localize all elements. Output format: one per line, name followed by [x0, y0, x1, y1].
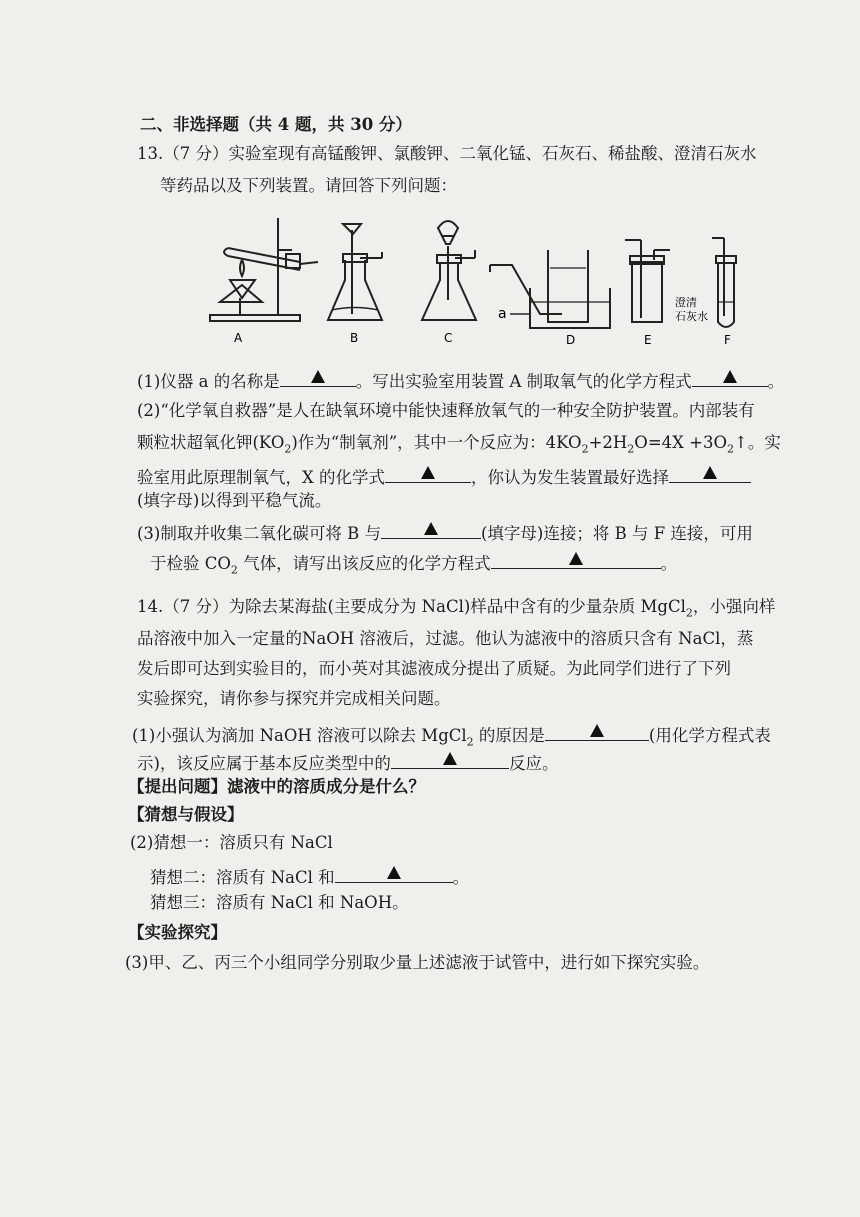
- triangle-icon: [443, 752, 457, 765]
- label-d-apparatus: D: [566, 333, 576, 347]
- q14-stem-line4: 实验探究，请你参与探究并完成相关问题。: [137, 689, 451, 708]
- q13-part3-line1: (3)制取并收集二氧化碳可将 B 与 (填字母)连接；将 B 与 F 连接，可用: [137, 518, 753, 545]
- triangle-icon: [703, 466, 717, 479]
- triangle-icon: [590, 724, 604, 737]
- label-b-apparatus: B: [350, 331, 359, 345]
- answer-blank[interactable]: [280, 366, 356, 387]
- apparatus-d-water-trough: [490, 250, 610, 328]
- guess-1: (2)猜想一：溶质只有 NaCl: [130, 833, 333, 852]
- triangle-icon: [387, 866, 401, 879]
- q13-stem-line1: 13.（7 分）实验室现有高锰酸钾、氯酸钾、二氧化锰、石灰石、稀盐酸、澄清石灰水: [137, 144, 757, 163]
- label-e-apparatus: E: [644, 333, 652, 347]
- answer-blank[interactable]: [391, 748, 509, 769]
- apparatus-e-gas-bottle: [625, 240, 670, 322]
- answer-blank[interactable]: [669, 462, 751, 483]
- triangle-icon: [421, 466, 435, 479]
- apparatus-f-limewater-tube: [712, 238, 736, 327]
- hypothesis-heading: 【猜想与假设】: [128, 805, 244, 824]
- apparatus-a-heating-test-tube: [210, 218, 318, 321]
- q14-part3: (3)甲、乙、丙三个小组同学分别取少量上述滤液于试管中，进行如下探究实验。: [125, 953, 710, 972]
- answer-blank[interactable]: [381, 518, 481, 539]
- label-c-apparatus: C: [444, 331, 453, 345]
- triangle-icon: [723, 370, 737, 383]
- answer-blank[interactable]: [335, 862, 453, 883]
- q13-part2-line1: (2)“化学氧自救器”是人在缺氧环境中能快速释放氧气的一种安全防护装置。内部装有: [137, 401, 755, 420]
- apparatus-c-flask-separatory-funnel: [422, 221, 476, 320]
- answer-blank[interactable]: [545, 720, 649, 741]
- triangle-icon: [569, 552, 583, 565]
- answer-blank[interactable]: [692, 366, 768, 387]
- q14-stem-line3: 发后即可达到实验目的，而小英对其滤液成分提出了质疑。为此同学们进行了下列: [137, 659, 731, 678]
- q13-part2-line2: 颗粒状超氧化钾$(KO_2)$作为“制氧剂”，其中一个反应为：$4KO_2+2H_2O=4X$ $+3O_2↑$。实: [137, 433, 781, 456]
- q14-part1-line2: 示)，该反应属于基本反应类型中的 反应。: [137, 748, 558, 775]
- section-title: 二、非选择题（共 4 题，共 30 分）: [140, 115, 412, 134]
- label-f-apparatus: F: [724, 333, 731, 347]
- guess-3: 猜想三：溶质有 NaCl 和 NaOH。: [150, 893, 409, 912]
- q13-part1: (1)仪器 a 的名称是 。写出实验室用装置 A 制取氧气的化学方程式 。: [137, 366, 784, 393]
- label-instrument-a: a: [498, 306, 507, 322]
- q13-part3-line2: 于检验 $CO_2$ 气体，请写出该反应的化学方程式 。: [150, 548, 677, 575]
- question-heading: 【提出问题】滤液中的溶质成分是什么？: [128, 777, 425, 796]
- experiment-heading: 【实验探究】: [128, 923, 227, 942]
- triangle-icon: [424, 522, 438, 535]
- answer-blank[interactable]: [385, 462, 471, 483]
- label-a-apparatus: A: [234, 331, 243, 345]
- triangle-icon: [311, 370, 325, 383]
- q13-part2-line3: 验室用此原理制氧气，X 的化学式 ，你认为发生装置最好选择: [137, 462, 751, 489]
- answer-blank[interactable]: [491, 548, 661, 569]
- guess-2: 猜想二：溶质有 NaCl 和 。: [150, 862, 469, 889]
- label-limewater-2: 石灰水: [675, 310, 708, 323]
- apparatus-figure: [200, 210, 760, 350]
- q14-stem-line1: 14.（7 分）为除去某海盐(主要成分为 NaCl)样品中含有的少量杂质 MgCl$_2$，小强向样: [137, 597, 776, 620]
- q13-part2-line4: (填字母)以得到平稳气流。: [137, 491, 332, 510]
- q14-stem-line2: 品溶液中加入一定量的NaOH 溶液后，过滤。他认为滤液中的溶质只含有 NaCl，蒸: [137, 629, 754, 648]
- q14-part1-line1: (1)小强认为滴加 NaOH 溶液可以除去 MgCl$_2$ 的原因是 (用化学方程式表: [132, 720, 771, 747]
- q13-stem-line2: 等药品以及下列装置。请回答下列问题：: [160, 176, 457, 195]
- apparatus-b-flask-long-funnel: [328, 224, 382, 320]
- label-limewater-1: 澄清: [675, 296, 697, 309]
